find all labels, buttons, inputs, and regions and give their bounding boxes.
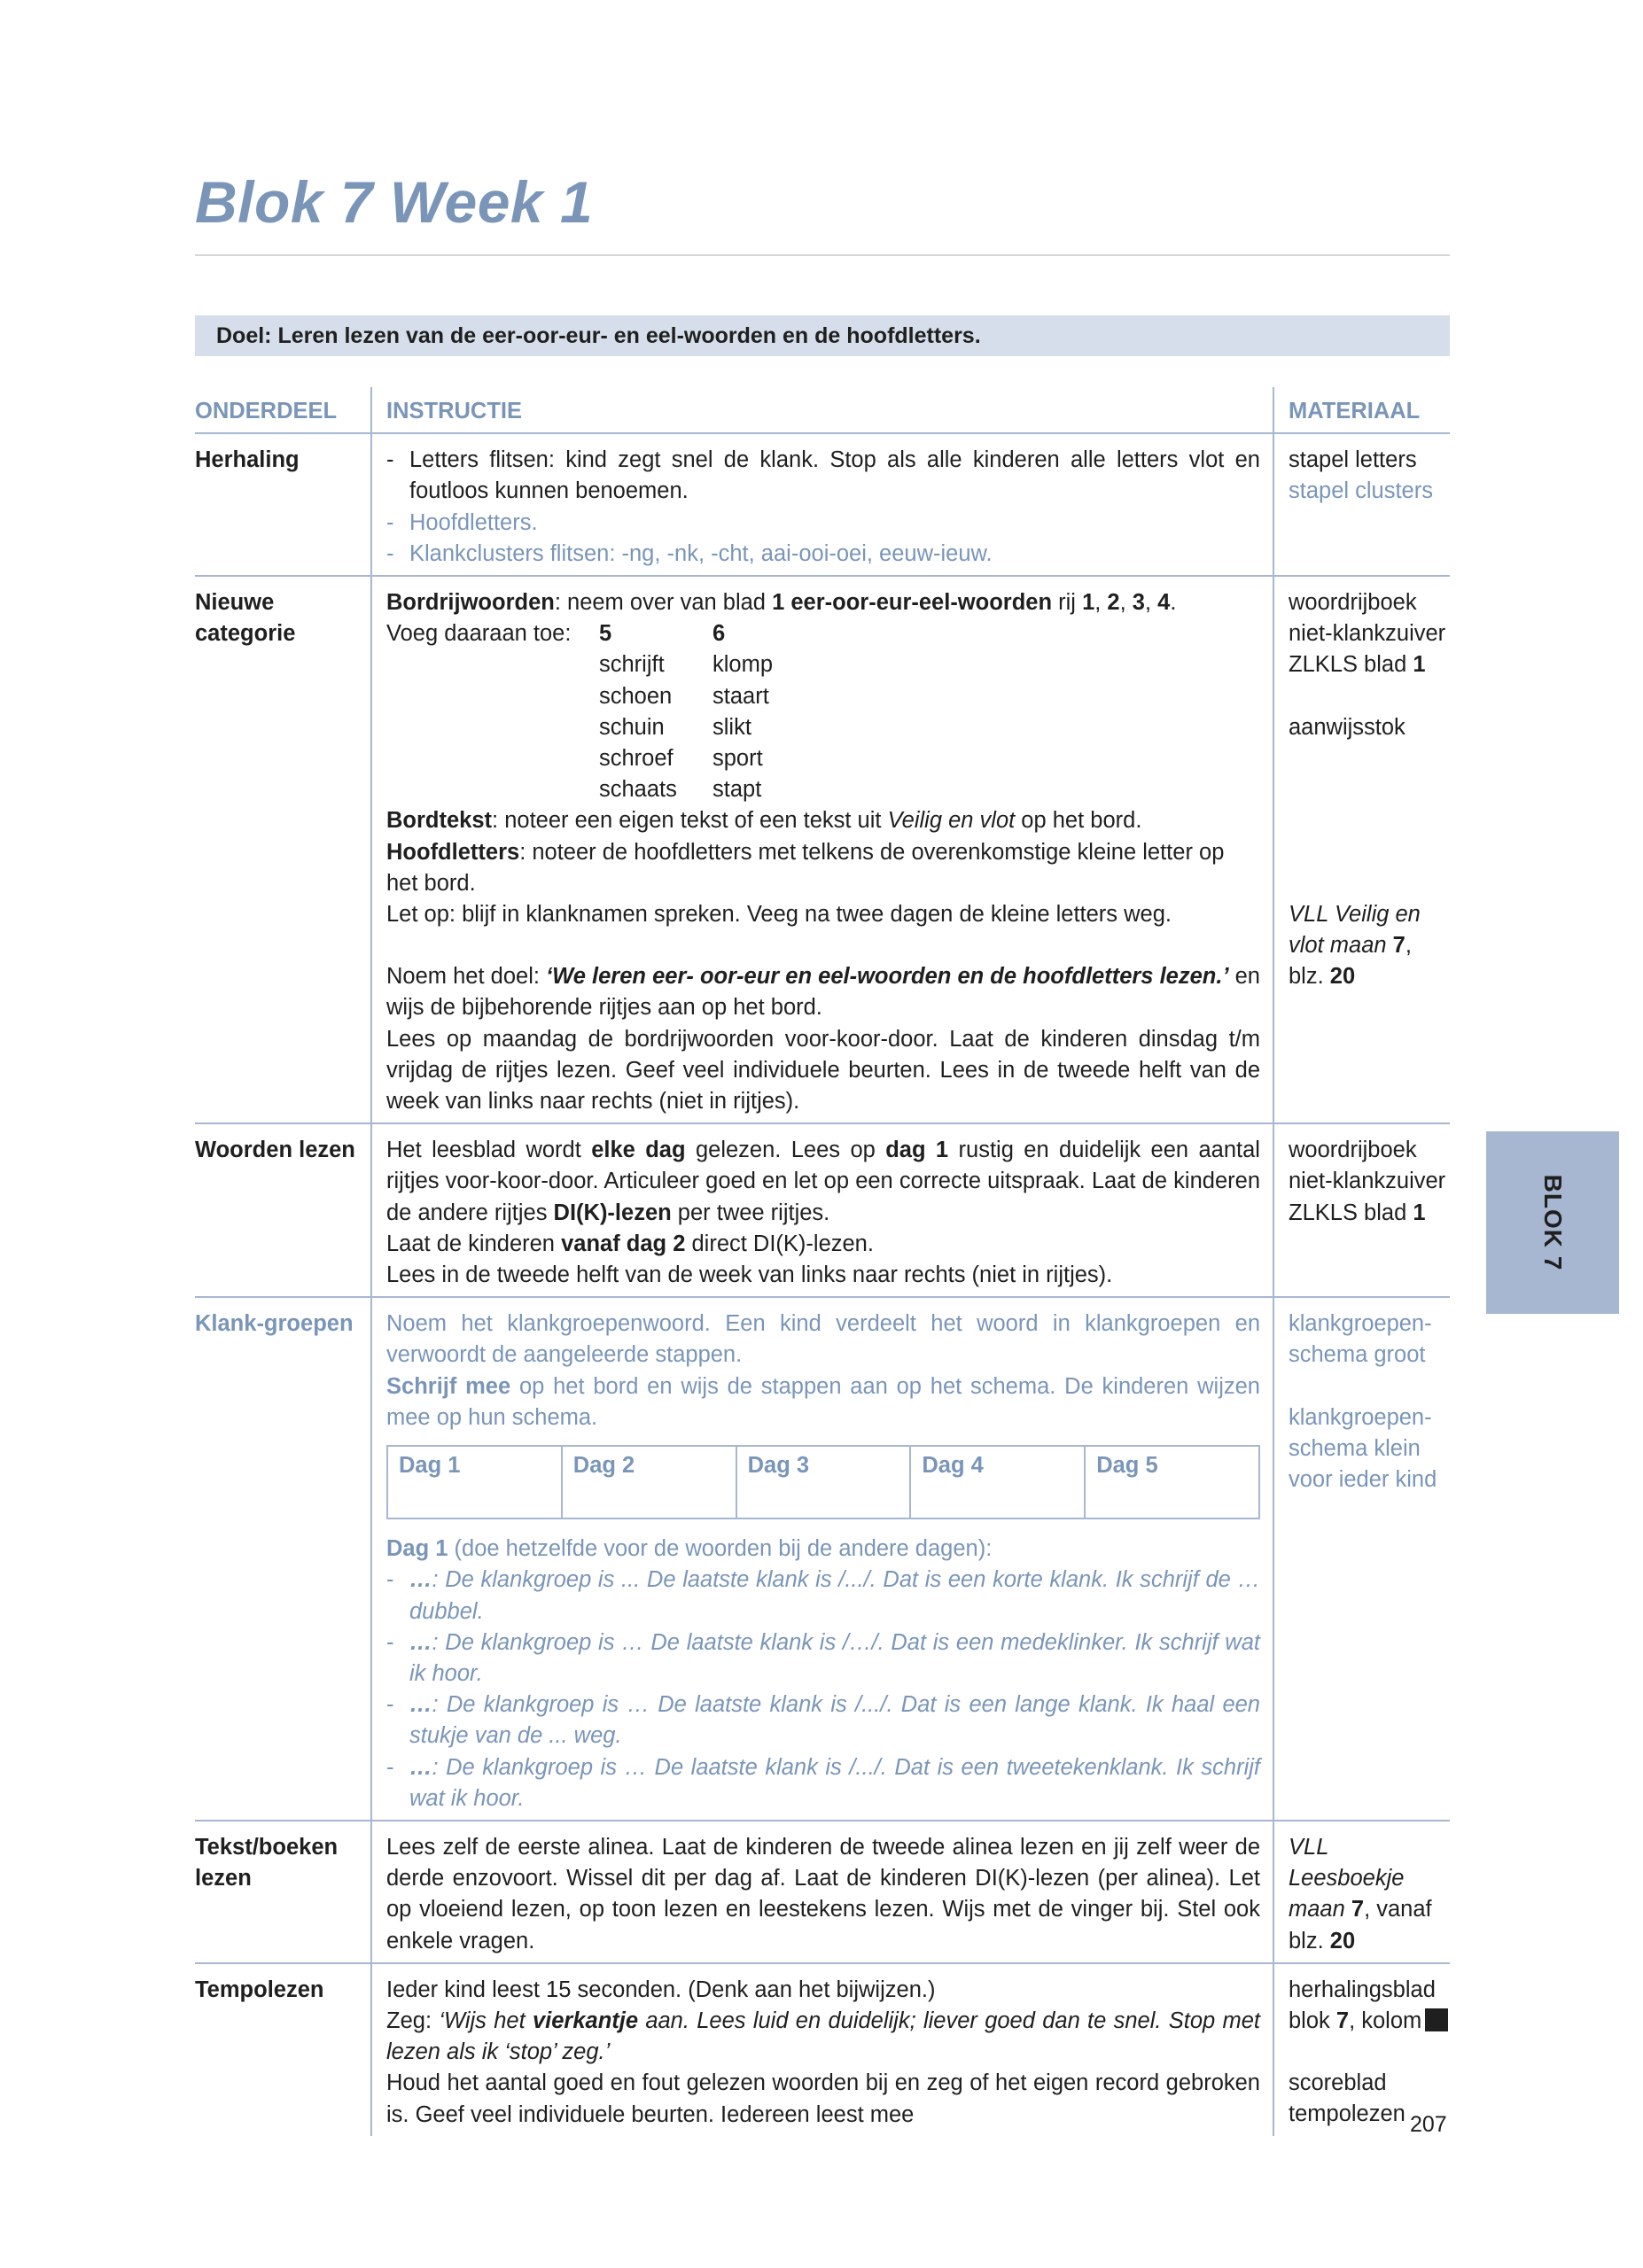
instruction-herhaling: [371, 433, 1273, 576]
material-item: klankgroepen-schema groot: [1289, 1311, 1432, 1368]
material-item: stapel letters: [1289, 447, 1417, 473]
row-label-herhaling: Herhaling: [195, 433, 371, 576]
day-cell: Dag 2: [562, 1446, 736, 1518]
tempo-line-1: Ieder kind leest 15 seconden. (Denk aan het bijwijzen.): [386, 1977, 936, 2002]
day-cell: Dag 4: [910, 1446, 1085, 1518]
letop-paragraph: Let op: blijf in klanknamen spreken. Veeg na twee dagen de kleine letters weg.: [386, 902, 1172, 928]
lesson-table: [195, 387, 1450, 2136]
side-tab: [1486, 1131, 1619, 1314]
dag1-paragraph: Dag 1 (doe hetzelfde voor de woorden bij de andere dagen):: [386, 1536, 993, 1562]
tweede-helft-paragraph: Lees in de tweede helft van de week van links naar rechts (niet in rijtjes).: [386, 1262, 1113, 1288]
hoofdletters-paragraph: Hoofdletters: noteer de hoofdletters met telkens de overenkomstige kleine letter op het bord.: [386, 839, 1225, 896]
klankgroep-paragraph: Noem het klankgroepenwoord. Een kind verdeelt het woord in klankgroepen en verwoordt de aangeleerde stappen.: [386, 1311, 1260, 1368]
day-cell: Dag 3: [736, 1446, 911, 1518]
list-item: - Klankclusters flitsen: -ng, -nk, -cht, aai-ooi-oei, eeuw-ieuw.: [386, 540, 993, 566]
day-cell: Dag 5: [1085, 1446, 1259, 1518]
lees-paragraph: Lees op maandag de bordrijwoorden voor-koor-door. Laat de kinderen dinsdag t/m vrijdag de rijtjes lezen. Geef veel individuele beurten. Lees in de tweede helft van de week van links naar rechts (niet in rijtjes).: [386, 1026, 1260, 1115]
material-item: klankgroepen-schema klein voor ieder kind: [1289, 1404, 1437, 1493]
material-herhaling: [1273, 433, 1450, 576]
table-row-herhaling: [195, 433, 1450, 576]
page-number: 207: [1410, 2112, 1447, 2137]
column-header-material: MATERIAAL: [1273, 387, 1450, 433]
extra-words-grid: Voeg daaraan toe: 5 6 schrijft klomp schoen staart schuin slikt schroef sport schaats stapt: [386, 621, 774, 803]
material-item: woordrijboek niet-klankzuiver ZLKLS blad 1: [1289, 1138, 1446, 1225]
row-label-klankgroepen: Klank-groepen: [195, 1297, 371, 1821]
material-tekst-boeken: [1273, 1821, 1450, 1963]
list-item: - …: De klankgroep is ... De laatste klank is /.../. Dat is een korte klank. Ik schrijf de … dubbel.: [386, 1567, 1260, 1624]
instruction-woorden-lezen: [371, 1123, 1273, 1297]
row-label-tekst-boeken: Tekst/boeken lezen: [195, 1821, 371, 1963]
table-row-tekst-boeken: [195, 1821, 1450, 1963]
row-label-woorden-lezen: Woorden lezen: [195, 1123, 371, 1297]
column-header-instruction: INSTRUCTIE: [371, 387, 1273, 433]
column-header-part: ONDERDEEL: [195, 387, 371, 433]
list-item: - …: De klankgroep is … De laatste klank is /.../. Dat is een lange klank. Ik haal een stukje van de ... weg.: [386, 1692, 1260, 1749]
material-item: VLL Veilig en vlot maan 7, blz. 20: [1289, 901, 1421, 990]
instruction-klankgroepen: [371, 1297, 1273, 1821]
days-schema-table: [386, 1445, 1260, 1519]
table-row-woorden-lezen: [195, 1123, 1450, 1297]
material-item: scoreblad tempolezen: [1289, 2070, 1406, 2127]
goal-banner: Doel: Leren lezen van de eer-oor-eur- en eel-woorden en de hoofdletters.: [195, 315, 1450, 356]
material-item: herhalingsblad blok 7, kolom: [1289, 1975, 1450, 2037]
table-row-klankgroepen: [195, 1297, 1450, 1821]
instruction-tekst-boeken: Lees zelf de eerste alinea. Laat de kinderen de tweede alinea lezen en jij zelf weer de derde enzovoort. Wissel dit per dag af. Laat de kinderen DI(K)-lezen (per alinea). Let op vloeiend lezen, op toon lezen en leestekens lezen. Wijs met de vinger bij. Stel ook enkele vragen.: [371, 1821, 1273, 1963]
bordrijwoorden-paragraph: Bordrijwoorden: neem over van blad 1 eer-oor-eur-eel-woorden rij 1, 2, 3, 4.: [386, 590, 1177, 616]
table-row-tempolezen: [195, 1963, 1450, 2136]
bordtekst-paragraph: Bordtekst: noteer een eigen tekst of een tekst uit Veilig en vlot op het bord.: [386, 808, 1142, 834]
row-label-nieuwe-categorie: Nieuwe categorie: [195, 576, 371, 1123]
instruction-tempolezen: [371, 1963, 1273, 2136]
material-item: VLL Leesboekje maan 7, vanaf blz. 20: [1289, 1834, 1432, 1953]
list-item: - Hoofdletters.: [386, 509, 538, 535]
doel-paragraph: Noem het doel: ‘We leren eer- oor-eur en eel-woorden en de hoofdletters lezen.’ en wijs de bijbehorende rijtjes aan op het bord.: [386, 964, 1260, 1021]
side-tab-label: BLOK 7: [1539, 1174, 1567, 1271]
instruction-nieuwe-categorie: [371, 576, 1273, 1123]
material-item: woordrijboek niet-klankzuiver ZLKLS blad 1: [1289, 590, 1446, 678]
row-label-tempolezen: Tempolezen: [195, 1977, 324, 2002]
day-cell: Dag 1: [387, 1446, 562, 1518]
title-divider: [195, 254, 1450, 256]
schrijf-mee-paragraph: Schrijf mee op het bord en wijs de stappen aan op het schema. De kinderen wijzen mee op hun schema.: [386, 1373, 1260, 1430]
leesblad-paragraph: Het leesblad wordt elke dag gelezen. Lees op dag 1 rustig en duidelijk een aantal rijtjes voor-koor-door. Articuleer goed en let op een correcte uitspraak. Laat de kinderen de andere rijtjes DI(K)-lezen per twee rijtjes.: [386, 1138, 1260, 1225]
page-title: Blok 7 Week 1: [195, 169, 594, 235]
table-row-nieuwe-categorie: [195, 576, 1450, 1123]
dag2-paragraph: Laat de kinderen vanaf dag 2 direct DI(K)-lezen.: [386, 1231, 874, 1256]
list-item: - Letters flitsen: kind zegt snel de klank. Stop als alle kinderen alle letters vlot en foutloos kunnen benoemen.: [386, 447, 1260, 504]
list-item: - …: De klankgroep is … De laatste klank is /…/. Dat is een medeklinker. Ik schrijf wat ik hoor.: [386, 1629, 1260, 1686]
black-square-icon: [1425, 2008, 1448, 2031]
material-nieuwe-categorie: [1273, 576, 1450, 1123]
list-item: - …: De klankgroep is … De laatste klank is /.../. Dat is een tweetekenklank. Ik schrijf wat ik hoor.: [386, 1754, 1260, 1811]
material-item: stapel clusters: [1289, 478, 1433, 504]
material-item: aanwijsstok: [1289, 714, 1406, 740]
tempo-zeg-paragraph: Zeg: ‘Wijs het vierkantje aan. Lees luid en duidelijk; liever goed dan te snel. Stop met lezen als ik ‘stop’ zeg.’: [386, 2008, 1260, 2065]
material-klankgroepen: [1273, 1297, 1450, 1821]
table-header: [195, 387, 1450, 433]
material-woorden-lezen: [1273, 1123, 1450, 1297]
tempo-line-3: Houd het aantal goed en fout gelezen woorden bij en zeg of het eigen record gebroken is. Geef veel individuele beurten. Iedereen leest mee: [386, 2070, 1260, 2127]
material-tempolezen: [1273, 1963, 1450, 2136]
